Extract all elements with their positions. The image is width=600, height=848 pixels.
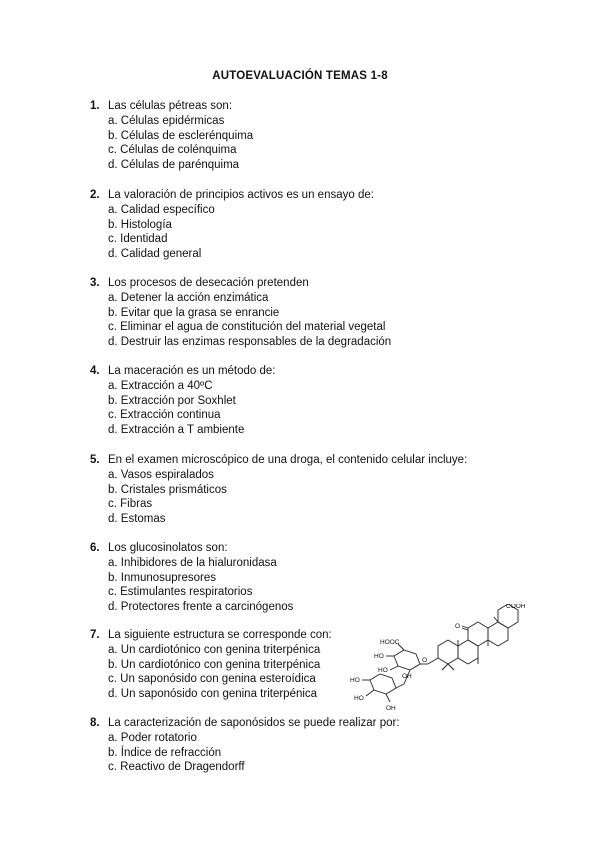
question-stem [90, 715, 560, 731]
question-8 [90, 715, 560, 775]
option-c: c. Fibras [108, 498, 153, 511]
option-d: d. Calidad general [108, 247, 202, 260]
option-a: a. Células epidérmicas [108, 115, 225, 127]
question-text: Los glucosinolatos son: [108, 542, 228, 554]
page-title: AUTOEVALUACIÓN TEMAS 1-8 [212, 70, 388, 82]
question-text: La caracterización de saponósidos se puede realizar por: [108, 717, 400, 729]
question-number: 6. [90, 542, 100, 554]
option-a: a. Inhibidores de la hialuronidasa [108, 557, 277, 569]
hydroxyl-label: HO [374, 653, 384, 660]
question-number: 8. [90, 717, 100, 729]
question-number: 3. [90, 277, 100, 289]
option-d: d. Un saponósido con genina triterpénica [108, 687, 318, 700]
option-b: b. Inmunosupresores [108, 571, 217, 584]
option-a: a. Extracción a 40ºC [108, 380, 213, 392]
option-c: c. Un saponósido con genina esteroídica [108, 673, 316, 686]
option-b: b. Índice de refracción [108, 746, 222, 759]
question-text: La siguiente estructura se corresponde con: [108, 629, 332, 641]
question-3 [90, 275, 560, 349]
cooh-label: COOH [506, 604, 526, 610]
question-1 [90, 98, 560, 172]
question-stem [90, 363, 560, 379]
hydroxyl-label: HO [350, 677, 360, 684]
question-number: 1. [90, 100, 100, 112]
question-text: En el examen microscópico de una droga, el contenido celular incluye: [108, 454, 468, 466]
option-b: b. Evitar que la grasa se enrancie [108, 306, 280, 319]
hydroxyl-label: HO [354, 695, 364, 702]
question-7 [90, 627, 340, 701]
option-b: b. Extracción por Soxhlet [108, 394, 236, 407]
question-text: La valoración de principios activos es un ensayo de: [108, 189, 374, 201]
question-number: 7. [90, 629, 100, 641]
hooc-label: HOOC [380, 639, 400, 646]
option-c: c. Identidad [108, 233, 168, 246]
question-text: Los procesos de desecación pretenden [108, 277, 309, 289]
hydroxyl-label: HO [378, 667, 388, 674]
option-a: a. Poder rotatorio [108, 732, 197, 744]
structure-bonds [362, 604, 518, 702]
option-c: c. Reactivo de Dragendorff [108, 761, 245, 774]
option-a: a. Un cardiotónico con genina triterpénica [108, 644, 321, 656]
option-c: c. Estimulantes respiratorios [108, 586, 253, 599]
keto-label: O [455, 623, 461, 630]
option-c: c. Extracción continua [108, 409, 221, 422]
question-number: 2. [90, 189, 100, 201]
option-b: b. Histología [108, 218, 172, 231]
question-stem [90, 275, 560, 291]
hydroxyl-label: OH [386, 705, 396, 712]
option-d: d. Protectores frente a carcinógenos [108, 600, 294, 613]
question-stem [90, 627, 340, 643]
option-c: c. Eliminar el agua de constitución del material vegetal [108, 321, 386, 334]
option-a: a. Calidad específico [108, 204, 215, 216]
saponin-structure-diagram [342, 604, 532, 714]
option-d: d. Estomas [108, 512, 166, 525]
option-d: d. Extracción a T ambiente [108, 423, 245, 436]
option-b: b. Cristales prismáticos [108, 483, 227, 496]
question-4 [90, 363, 560, 437]
question-text: Las células pétreas son: [108, 100, 233, 112]
glycosidic-oxygen-label: O [422, 657, 428, 664]
question-2 [90, 187, 560, 261]
option-d: d. Destruir las enzimas responsables de la degradación [108, 335, 392, 348]
question-stem [90, 452, 560, 468]
option-b: b. Células de esclerénquima [108, 129, 254, 142]
option-c: c. Células de colénquima [108, 144, 237, 157]
question-stem [90, 540, 560, 556]
option-a: a. Vasos espiralados [108, 469, 214, 481]
hydroxyl-label: OH [402, 673, 412, 680]
question-number: 5. [90, 454, 100, 466]
question-text: La maceración es un método de: [108, 365, 276, 377]
option-a: a. Detener la acción enzimática [108, 292, 269, 304]
question-5 [90, 452, 560, 526]
question-number: 4. [90, 365, 100, 377]
option-b: b. Un cardiotónico con genina triterpénica [108, 658, 321, 671]
question-stem [90, 187, 560, 203]
option-d: d. Células de parénquima [108, 158, 240, 171]
question-stem [90, 98, 560, 114]
